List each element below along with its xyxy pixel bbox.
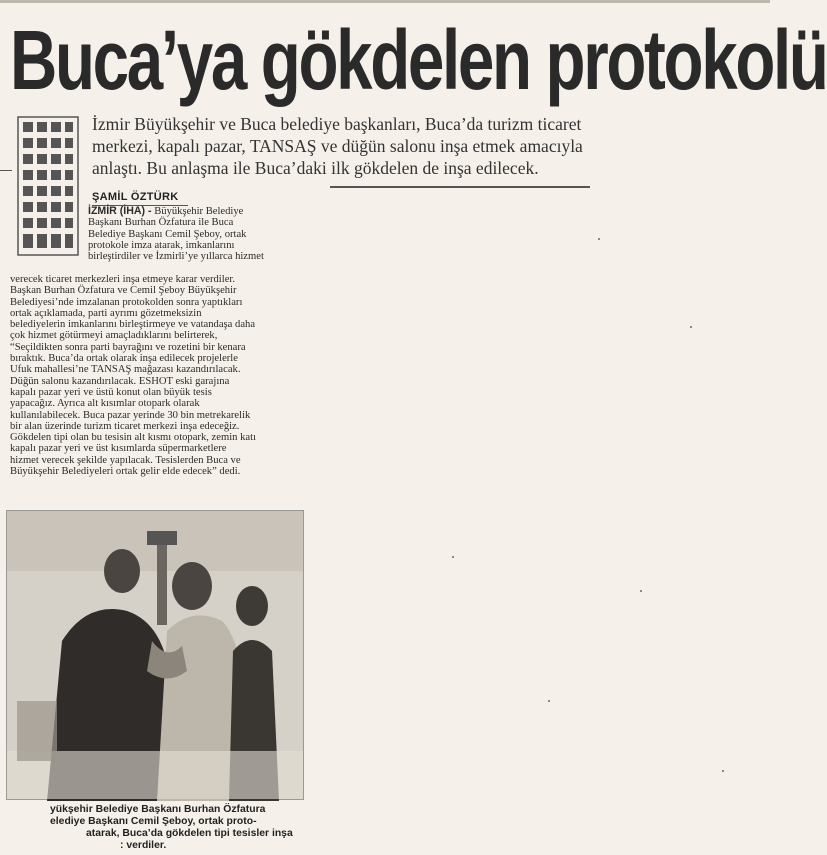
paper-speck bbox=[598, 238, 600, 240]
deck-line: İzmir Büyükşehir ve Buca belediye başkanları, Buca’da turizm ticaret bbox=[92, 114, 582, 134]
body-line: Büyükşehir Belediyeleri ortak gelir elde edecek” dedi. bbox=[10, 466, 241, 478]
dateline: İZMİR (İHA) - bbox=[88, 205, 152, 217]
caption-line: atarak, Buca’da gökdelen tipi tesisler inşa bbox=[86, 828, 293, 839]
caption-line: : verdiler. bbox=[120, 840, 167, 851]
body-line: Düğün salonu kazandırılacak. ESHOT eski garajına bbox=[10, 375, 230, 387]
body-line: çok hizmet götürmeyi amaçladıklarını belirterek, bbox=[10, 330, 218, 342]
lead-line: Başkanı Burhan Özfatura ile Buca bbox=[88, 217, 234, 229]
body-line: hizmet verecek şekilde yapılacak. Tesislerden Buca ve bbox=[10, 454, 241, 466]
lead-line: birleştirdiler ve İzmirli’ye yıllarca hizmet bbox=[88, 251, 264, 263]
news-photo bbox=[6, 510, 304, 800]
lead-line-text: Büyükşehir Belediye bbox=[151, 206, 244, 217]
deck-line: merkezi, kapalı pazar, TANSAŞ ve düğün salonu inşa etmek amacıyla bbox=[92, 136, 583, 156]
article-body bbox=[10, 274, 310, 477]
body-line: belediyelerin imkanlarını birleştirmeye ve vatandaşa daha bbox=[10, 319, 256, 331]
body-line: kullanılabilecek. Buca pazar yerinde 30 bin metrekarelik bbox=[10, 409, 251, 421]
body-line: Ufuk mahallesi’ne TANSAŞ mağazası kazandırılacak. bbox=[10, 364, 241, 376]
lead-line: protokole imza atarak, imkanlarını bbox=[88, 239, 235, 251]
caption-line: elediye Başkanı Cemil Şeboy, ortak proto- bbox=[50, 816, 257, 827]
paper-speck bbox=[452, 556, 454, 558]
building-logo-icon bbox=[17, 116, 79, 256]
body-line: bıraktık. Buca’da ortak olarak inşa edilecek projelerle bbox=[10, 353, 238, 365]
body-line: yapacağız. Ayrıca alt kısımlar otopark olarak bbox=[10, 398, 200, 410]
lead-line: Belediye Başkanı Cemil Şeboy, ortak bbox=[88, 228, 247, 240]
caption-line: yükşehir Belediye Başkanı Burhan Özfatura bbox=[50, 804, 266, 815]
deck-line: anlaştı. Bu anlaşma ile Buca’daki ilk gökdelen de inşa edilecek. bbox=[92, 158, 539, 178]
body-line: bir alan üzerinde turizm ticaret merkezi inşa edeceğiz. bbox=[10, 420, 240, 432]
paper-speck bbox=[548, 700, 550, 702]
margin-mark bbox=[0, 170, 12, 171]
body-line: Belediyesi’nde imzalanan protokolden sonra yaptıkları bbox=[10, 296, 243, 308]
deck-rule bbox=[330, 186, 590, 188]
lead-line bbox=[88, 206, 310, 217]
headline: Buca’ya gökdelen protokolü bbox=[10, 13, 827, 107]
photo-caption bbox=[10, 804, 310, 852]
paper-speck bbox=[690, 326, 692, 328]
article-deck bbox=[92, 113, 770, 179]
body-line: “Seçildikten sonra parti bayrağını ve rozetini bir kenara bbox=[10, 341, 246, 353]
body-line: ortak açıklamada, parti ayrımı gözetmeksizin bbox=[10, 307, 202, 319]
body-line: Başkan Burhan Özfatura ve Cemil Şeboy Büyükşehir bbox=[10, 285, 237, 297]
body-line: kapalı pazar yeri ve üstü konut olan büyük tesis bbox=[10, 386, 212, 398]
top-rule bbox=[0, 0, 770, 3]
body-line: verecek ticaret merkezleri inşa etmeye karar verdiler. bbox=[10, 274, 235, 285]
byline: ŞAMİL ÖZTÜRK bbox=[92, 191, 179, 203]
paper-speck bbox=[640, 590, 642, 592]
body-line: kapalı pazar yeri ve üst kısımlarda süpermarketlere bbox=[10, 443, 227, 455]
lead-paragraph bbox=[88, 206, 310, 262]
paper-speck bbox=[722, 770, 724, 772]
body-line: Gökdelen tipi olan bu tesisin alt kısmı otopark, zemin katı bbox=[10, 432, 256, 444]
